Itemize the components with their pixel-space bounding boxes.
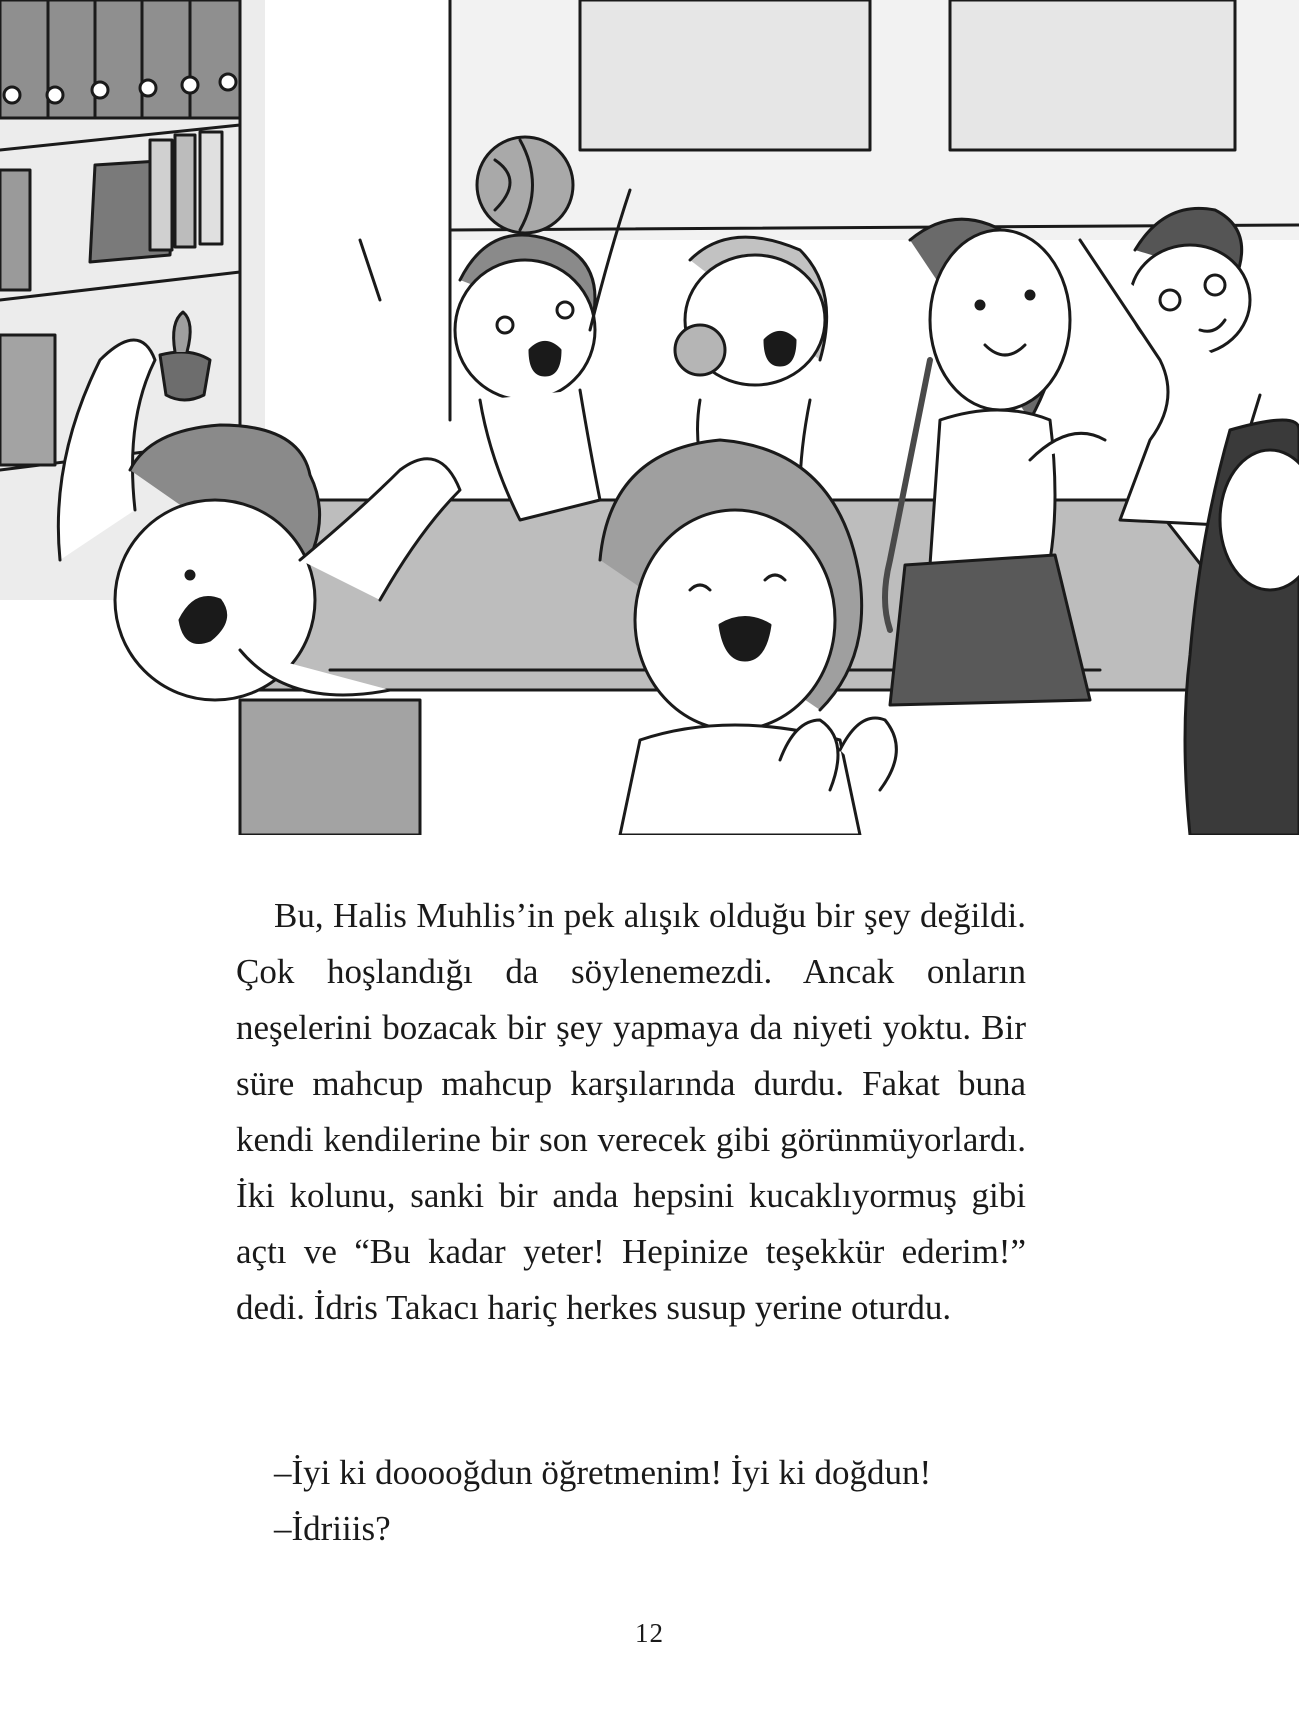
story-paragraph: Bu, Halis Muhlis’in pek alışık olduğu bir şey değildi. Çok hoşlandığı da söylenemezdi. Ancak onların neşelerini bozacak bir şey yapmaya da niyeti yoktu. Bir süre mahcup mahcup karşılarında durdu. Fakat buna kendi kendilerine bir son verecek gibi görünmüyorlardı. İki kolunu, sanki bir anda hepsini kucaklıyormuş gibi açtı ve “Bu kadar yeter! Hepinize teşekkür ederim!” dedi. İdris Takacı hariç herkes susup yerine oturdu. (236, 896, 1026, 1327)
chapter-illustration (0, 0, 1299, 835)
story-text (236, 888, 1026, 1336)
dialogue-line-2: –İdriiis? (274, 1509, 391, 1548)
classroom-illustration-svg (0, 0, 1299, 835)
dialogue-line-1: –İyi ki dooooğdun öğretmenim! İyi ki doğdun! (274, 1453, 932, 1492)
dialogue-block (274, 1445, 1034, 1557)
page-number: 12 (635, 1618, 664, 1648)
